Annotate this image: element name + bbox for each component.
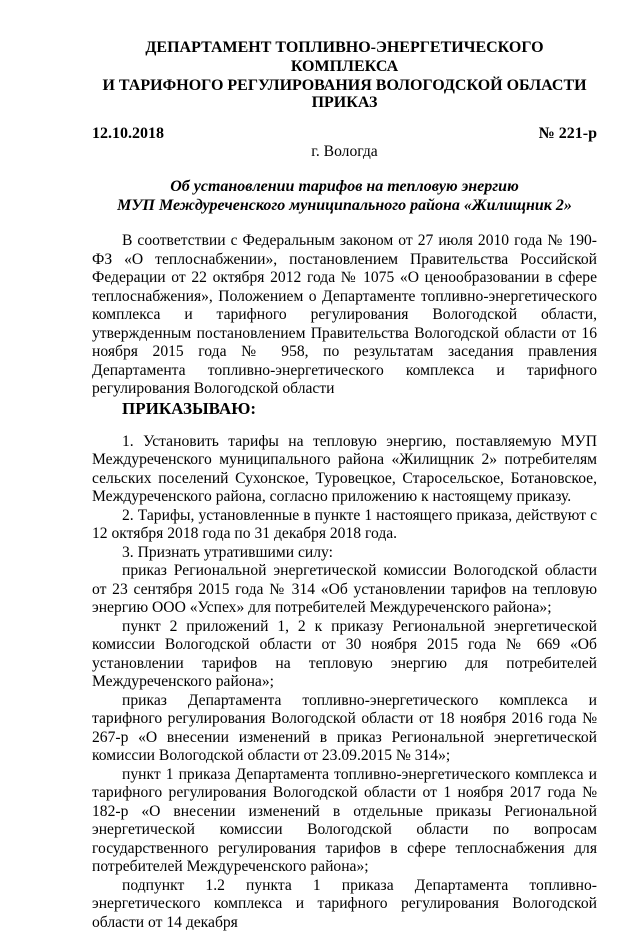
order-number: № 221-р xyxy=(539,125,597,144)
order-city: г. Вологда xyxy=(92,143,597,162)
order-subject-line1: Об установлении тарифов на тепловую энергию xyxy=(92,177,597,196)
paragraph-1: 1. Установить тарифы на тепловую энергию, поставляемую МУП Междуреченского муниципального района «Жилищник 2» потребителям сельских поселений Сухонское, Туровецкое, Старосельское, Ботановское, Междуреченского района, согласно приложению к настоящему приказу. xyxy=(92,433,597,507)
preamble-paragraph: В соответствии с Федеральным законом от 27 июля 2010 года № 190-ФЗ «О теплоснабжении», постановлением Правительства Российской Федерации от 22 октября 2012 года № 1075 «О ценообразовании в сфере теплоснабжения», Положением о Департаменте топливно-энергетического комплекса и тарифного регулирования Вологодской области, утвержденным постановлением Правительства Вологодской области от 16 ноября 2015 года № 958, по результатам заседания правления Департамента топливно-энергетического комплекса и тарифного регулирования Вологодской области xyxy=(92,232,597,399)
order-subject-line2: МУП Междуреченского муниципального района «Жилищник 2» xyxy=(92,196,597,215)
document-type-title: ПРИКАЗ xyxy=(92,94,597,113)
decree-word: ПРИКАЗЫВАЮ: xyxy=(92,399,597,419)
paragraph-3: 3. Признать утратившими силу: xyxy=(92,544,597,563)
repealed-item-1: приказ Региональной энергетической комиссии Вологодской области от 23 сентября 2015 года № 314 «Об установлении тарифов на тепловую энергию ООО «Успех» для потребителей Междуреченского района»; xyxy=(92,562,597,618)
repealed-item-3: приказ Департамента топливно-энергетического комплекса и тарифного регулирования Вологодской области от 18 ноября 2016 года № 267-р «О внесении изменений в приказ Региональной энергетической комиссии Вологодской области от 23.09.2015 № 314»; xyxy=(92,692,597,766)
order-date: 12.10.2018 xyxy=(92,125,164,144)
order-subject xyxy=(92,177,597,215)
department-header-line2: И ТАРИФНОГО РЕГУЛИРОВАНИЯ ВОЛОГОДСКОЙ ОБЛАСТИ xyxy=(92,76,597,95)
repealed-item-5: подпункт 1.2 пункта 1 приказа Департамента топливно-энергетического комплекса и тарифного регулирования Вологодской области от 14 декабря xyxy=(92,877,597,932)
repealed-item-2: пункт 2 приложений 1, 2 к приказу Региональной энергетической комиссии Вологодской области от 30 ноября 2015 года № 669 «Об установлении тарифов на тепловую энергию для потребителей Междуреченского района»; xyxy=(92,618,597,692)
document-body xyxy=(92,232,597,932)
repealed-item-4: пункт 1 приказа Департамента топливно-энергетического комплекса и тарифного регулирования Вологодской области от 1 ноября 2017 года № 182-р «О внесении изменений в отдельные приказы Региональной энергетической комиссии Вологодской области по вопросам государственного регулирования тарифов в сфере теплоснабжения для потребителей Междуреченского района»; xyxy=(92,766,597,877)
paragraph-2: 2. Тарифы, установленные в пункте 1 настоящего приказа, действуют с 12 октября 2018 года по 31 декабря 2018 года. xyxy=(92,507,597,544)
department-header xyxy=(92,38,597,95)
department-header-line1: ДЕПАРТАМЕНТ ТОПЛИВНО-ЭНЕРГЕТИЧЕСКОГО КОМПЛЕКСА xyxy=(92,38,597,76)
